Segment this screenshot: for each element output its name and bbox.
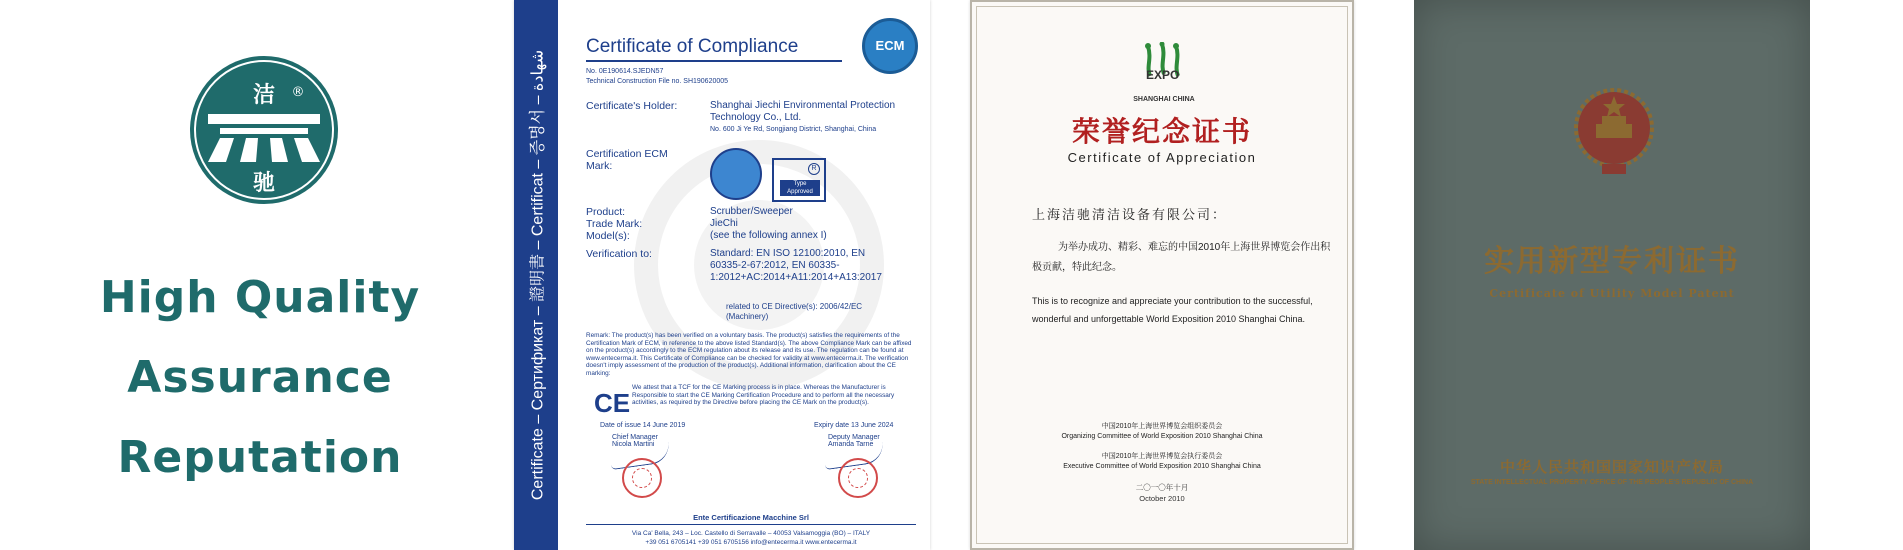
appreciation-title-en: Certificate of Appreciation	[1067, 150, 1257, 165]
directive-value: related to CE Directive(s): 2006/42/EC (Machinery)	[726, 302, 863, 321]
registered-icon: R	[808, 163, 820, 175]
deputy-manager: Deputy Manager Amanda Tarne	[828, 434, 880, 448]
compliance-title: Certificate of Compliance	[586, 36, 799, 57]
footer-contact: +39 051 6705141 +39 051 6705156 info@entecerma.it www.entecerma.it	[645, 539, 857, 546]
verification-value: Standard: EN ISO 12100:2010, EN 60335-2-67:2012, EN 60335-1:2012+AC:2014+A11:2014+A13:2017	[710, 248, 882, 283]
ce-text: We attest that a TCF for the CE Marking process is in place. Whereas the Manufacturer is Responsible to start the CE Marking Certification Procedure and to perform all the necessary activities, as required by the Directive before placing the CE Mark on the product(s).	[632, 384, 895, 407]
certificate-number: No. 0E190614.SJEDN57	[586, 68, 664, 75]
mark-label: Certification ECM Mark:	[586, 148, 668, 172]
issuer-cn: 中华人民共和国国家知识产权局	[1499, 459, 1724, 476]
title-underline	[586, 60, 842, 62]
product-label: Product:	[586, 206, 626, 218]
ecm-mark-icon	[710, 148, 762, 200]
date-cn: 二〇一〇年十月	[1135, 483, 1189, 492]
type-approved-label: Type Approved	[780, 180, 820, 196]
jiechi-logo	[186, 52, 342, 208]
executive-committee-en: Executive Committee of World Exposition 2010 Shanghai China	[1063, 463, 1261, 470]
product-value: Scrubber/Sweeper	[710, 206, 793, 217]
tagline-line-3: Reputation	[117, 432, 403, 483]
patent-title-en: Certificate of Utility Model Patent	[1489, 287, 1735, 300]
issuer-en: STATE INTELLECTUAL PROPERTY OFFICE OF THE PEOPLE'S REPUBLIC OF CHINA	[1470, 479, 1754, 486]
national-emblem-icon	[1572, 86, 1656, 178]
expiry-date: Expiry date 13 June 2024	[814, 422, 894, 429]
footer-company: Ente Certificazione Macchine Srl	[693, 513, 809, 522]
holder-address: No. 600 Ji Ye Rd, Songjiang District, Shanghai, China	[710, 126, 877, 133]
ecm-seal-icon: ECM	[862, 18, 918, 74]
body-text-cn: 为举办成功、精彩、难忘的中国2010年上海世界博览会作出积极贡献，特此纪念。	[1032, 242, 1331, 273]
executive-committee-cn: 中国2010年上海世界博览会执行委员会	[1101, 453, 1223, 460]
issue-date: Date of issue 14 June 2019	[600, 422, 686, 429]
holder-value: Shanghai Jiechi Environmental Protection Technology Co., Ltd.	[710, 100, 896, 123]
remark-text: Remark: The product(s) has been verified on a voluntary basis. The product(s) satisfies the requirements of the Certification Mark of ECM, in reference to the above listed Standard(s). The above Compliance Mark can be affixed on the product(s) accordingly to the ECM regulation about its release and its use. The regulation can be found at www.entecerma.it. This Certificate of Compliance can be checked for validity at www.entecerma.it. The verification doesn't imply assessment of the production of the product(s). Additional information, clarification about the CE marking:	[586, 332, 912, 377]
footer-rule	[586, 524, 916, 525]
brand-panel	[0, 0, 520, 550]
date-en: October 2010	[1139, 494, 1185, 503]
organizing-committee-cn: 中国2010年上海世界博览会组织委员会	[1101, 423, 1223, 430]
logo-char-bottom: 驰	[252, 171, 276, 196]
red-stamp-right	[838, 458, 878, 498]
trademark-label: Trade Mark:	[586, 218, 643, 230]
multilingual-side-band	[514, 0, 558, 550]
organizing-committee-en: Organizing Committee of World Exposition 2010 Shanghai China	[1061, 433, 1263, 440]
certificate-of-appreciation	[970, 0, 1354, 550]
patent-title-cn: 实用新型专利证书	[1484, 244, 1740, 279]
technical-file-number: Technical Construction File no. SH190620005	[586, 78, 729, 85]
red-stamp-left	[622, 458, 662, 498]
logo-char-top: 洁	[252, 83, 276, 108]
expo-word: EXPO	[1146, 68, 1180, 82]
certificate-of-compliance	[514, 0, 930, 550]
model-value: (see the following annex I)	[710, 230, 827, 241]
verification-label: Verification to:	[586, 248, 652, 260]
side-band-text: Certificate – Сертификат – 證明書 – Certificat – 증명서 – شهادة	[529, 49, 547, 501]
body-text-en: This is to recognize and appreciate your contribution to the successful, wonderful and unforgettable World Exposition 2010 Shanghai China.	[1032, 296, 1313, 324]
holder-label: Certificate's Holder:	[586, 100, 678, 112]
ce-mark: CE	[594, 388, 631, 418]
footer-address: Via Ca' Bella, 243 – Loc. Castello di Serravalle – 40053 Valsamoggia (BO) – ITALY	[631, 530, 871, 537]
appreciation-title-cn: 荣誉纪念证书	[1071, 115, 1252, 148]
chief-manager: Chief Manager Nicola Martini	[612, 434, 658, 448]
recipient-company: 上海洁驰清洁设备有限公司：	[1032, 208, 1228, 223]
tagline-line-1: High Quality	[99, 272, 421, 323]
tagline-line-2: Assurance	[127, 352, 393, 403]
registered-mark: ®	[291, 85, 305, 100]
utility-model-patent-cover	[1414, 0, 1810, 550]
trademark-value: JieChi	[710, 218, 738, 229]
expo-label: SHANGHAI CHINA	[1133, 96, 1195, 103]
model-label: Model(s):	[586, 230, 630, 242]
type-approved-mark	[772, 158, 826, 202]
